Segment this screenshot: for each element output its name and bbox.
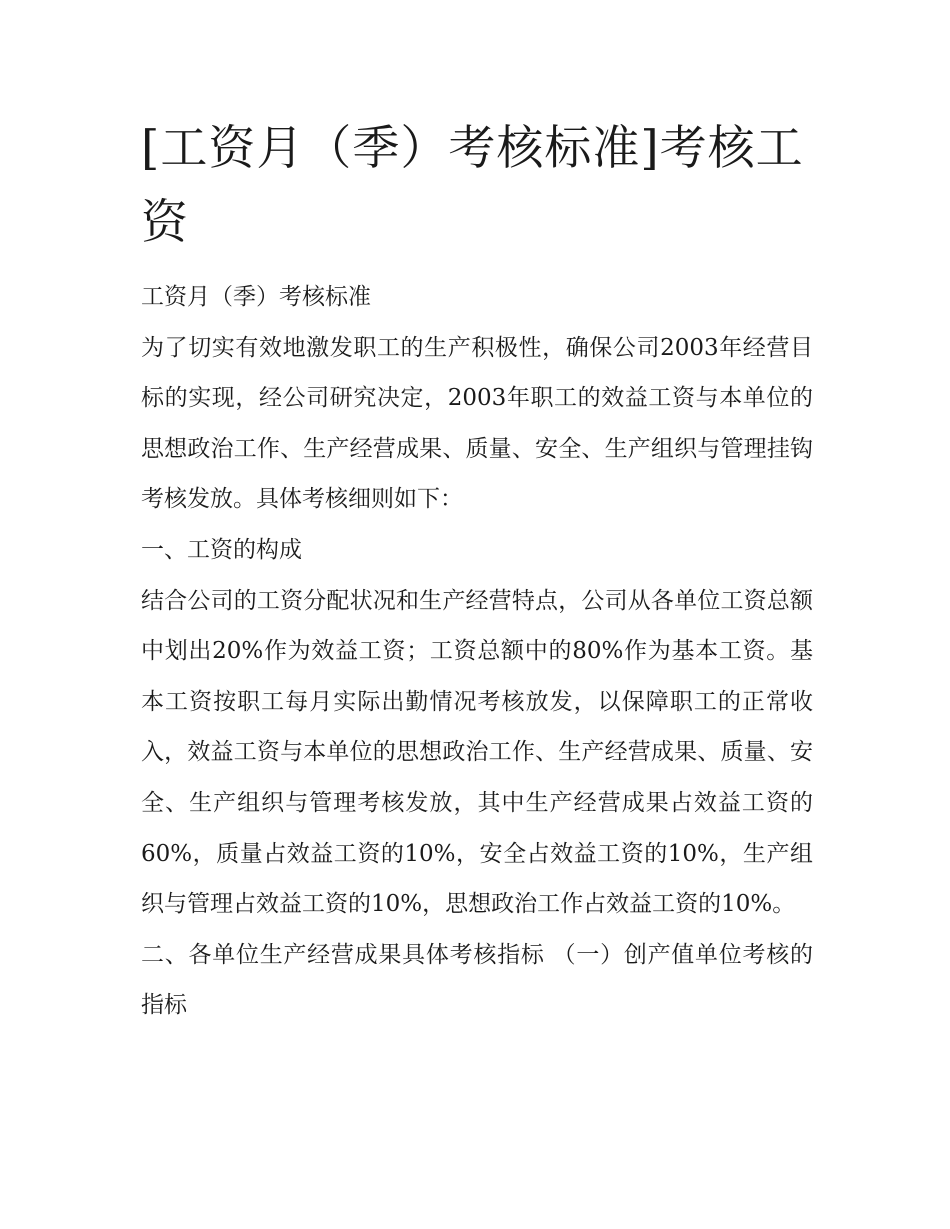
paragraph-wage-structure: 结合公司的工资分配状况和生产经营特点，公司从各单位工资总额中划出20%作为效益工资；工资总额中的80%作为基本工资。基本工资按职工每月实际出勤情况考核放发，以保障职工的正常收入，效益工资与本单位的思想政治工作、生产经营成果、质量、安全、生产组织与管理考核发放，其中生产经营成果占效益工资的60%，质量占效益工资的10%，安全占效益工资的10%，生产组织与管理占效益工资的10%，思想政治工作占效益工资的10%。: [141, 587, 813, 918]
section-heading-2: 二、各单位生产经营成果具体考核指标 （一）创产值单位考核的指标: [141, 941, 813, 1019]
section-heading-1: 一、工资的构成: [141, 536, 302, 563]
paragraph-intro: 为了切实有效地激发职工的生产积极性，确保公司2003年经营目标的实现，经公司研究决定，2003年职工的效益工资与本单位的思想政治工作、生产经营成果、质量、安全、生产组织与管理挂钩考核发放。具体考核细则如下：: [141, 334, 813, 513]
document-title: [工资月（季）考核标准]考核工资: [141, 121, 804, 250]
document-page: [141, 112, 813, 1031]
paragraph-subtitle: 工资月（季）考核标准: [141, 284, 371, 310]
